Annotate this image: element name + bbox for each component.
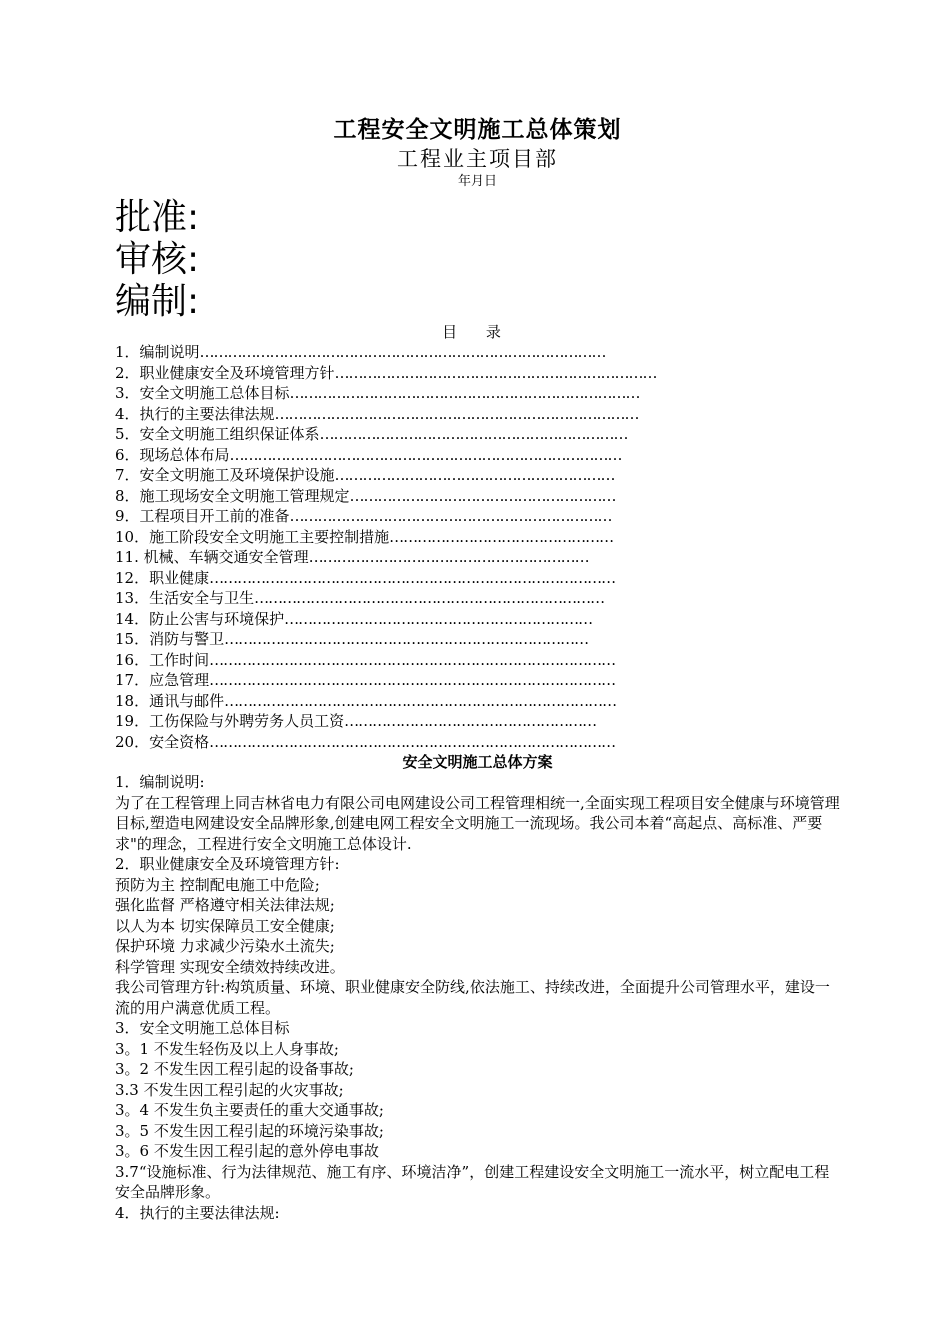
- toc-item[interactable]: [115, 424, 840, 445]
- toc-item-label: 10．施工阶段安全文明施工主要控制措施: [115, 527, 390, 546]
- toc-item[interactable]: [115, 670, 840, 691]
- plan-paragraph: 保护环境 力求减少污染水土流失;: [115, 937, 335, 955]
- toc-item-label: 6．现场总体布局: [115, 445, 230, 464]
- toc-item-leader-dots: …………………………………………………………………………: [229, 445, 622, 464]
- toc-item[interactable]: [115, 404, 840, 425]
- toc-item[interactable]: [115, 342, 840, 363]
- plan-title: 安全文明施工总体方案: [402, 753, 553, 771]
- toc-item[interactable]: [115, 486, 840, 507]
- toc-item-leader-dots: ……………………………………………………………: [289, 507, 612, 525]
- toc-item[interactable]: [115, 445, 840, 466]
- plan-paragraph: 为了在工程管理上同吉林省电力有限公司电网建设公司工程管理相统一,全面实现工程项目安全健康与环境管理目标,塑造电网建设安全品牌形象,创建电网工程安全文明施工一流现场。我公司本着“高起点、高标准、严要求"的理念，工程进行安全文明施工总体设计.: [115, 793, 840, 853]
- toc-item-label: 14．防止公害与环境保护: [115, 609, 285, 628]
- toc-item-leader-dots: …………………………………………………………………………: [224, 691, 617, 710]
- toc-item[interactable]: [115, 711, 840, 732]
- toc-item[interactable]: [115, 383, 840, 404]
- toc-item-label: 20．安全资格: [115, 732, 210, 751]
- toc-item-label: 11. 机械、车辆交通安全管理: [115, 548, 309, 566]
- toc-item-leader-dots: …………………………………………………: [349, 486, 616, 505]
- toc-item-label: 7．安全文明施工及环境保护设施: [115, 466, 335, 484]
- toc-item-label: 19．工伤保险与外聘劳务人员工资: [115, 712, 345, 730]
- toc-item[interactable]: [115, 629, 840, 650]
- plan-paragraph: 3。6 不发生因工程引起的意外停电事故: [115, 1142, 379, 1160]
- toc-item-label: 4．执行的主要法律法规: [115, 404, 275, 423]
- toc-item-label: 18．通讯与邮件: [115, 691, 225, 710]
- approve-label: 批准:: [115, 197, 200, 238]
- toc-item-label: 2．职业健康安全及环境管理方针: [115, 363, 335, 382]
- toc-item[interactable]: [115, 691, 840, 712]
- table-of-contents: [115, 342, 840, 752]
- document-subtitle: 工程业主项目部: [397, 147, 558, 171]
- plan-paragraph: 3。2 不发生因工程引起的设备事故;: [115, 1060, 354, 1078]
- toc-item[interactable]: [115, 609, 840, 630]
- toc-item-label: 8．施工现场安全文明施工管理规定: [115, 486, 350, 505]
- plan-paragraph: 4．执行的主要法律法规:: [115, 1203, 280, 1222]
- toc-item[interactable]: [115, 506, 840, 527]
- plan-paragraph: 我公司管理方针:构筑质量、环境、职业健康安全防线,依法施工、持续改进，全面提升公司管理水平，建设一流的用户满意优质工程。: [115, 978, 830, 1017]
- toc-item[interactable]: [115, 527, 840, 548]
- toc-item-leader-dots: ……………………………………………………: [308, 548, 589, 566]
- plan-paragraph: 以人为本 切实保障员工安全健康;: [115, 916, 335, 935]
- plan-paragraph: 3．安全文明施工总体目标: [115, 1019, 290, 1037]
- toc-title: 目 录: [442, 323, 513, 341]
- toc-item-leader-dots: ……………………………………………………………………: [274, 404, 639, 423]
- document-title: 工程安全文明施工总体策划: [333, 116, 622, 143]
- toc-item-leader-dots: …………………………………………………………: [319, 425, 628, 443]
- toc-item-label: 5．安全文明施工组织保证体系: [115, 425, 320, 443]
- toc-item[interactable]: [115, 547, 840, 568]
- toc-item-label: 1．编制说明: [115, 343, 200, 361]
- plan-body: [115, 772, 840, 1223]
- toc-item-label: 17．应急管理: [115, 671, 210, 689]
- toc-item[interactable]: [115, 588, 840, 609]
- plan-paragraph: 3.3 不发生因工程引起的火灾事故;: [115, 1080, 344, 1099]
- toc-item-leader-dots: ……………………………………………………: [334, 466, 615, 484]
- plan-paragraph: 预防为主 控制配电施工中危险;: [115, 875, 320, 894]
- toc-item-leader-dots: …………………………………………: [389, 527, 614, 546]
- toc-item[interactable]: [115, 650, 840, 671]
- plan-paragraph: 3.7“设施标准、行为法律规范、施工有序、环境洁净”，创建工程建设安全文明施工一流水平，树立配电工程安全品牌形象。: [115, 1162, 830, 1201]
- toc-item-leader-dots: ……………………………………………………………………………: [209, 568, 616, 587]
- toc-item[interactable]: [115, 568, 840, 589]
- toc-item-leader-dots: ……………………………………………………………………………: [209, 671, 616, 689]
- toc-item-leader-dots: ………………………………………………: [344, 712, 597, 730]
- plan-paragraph: 科学管理 实现安全绩效持续改进。: [115, 957, 345, 976]
- toc-item-label: 3．安全文明施工总体目标: [115, 384, 290, 402]
- toc-item-leader-dots: ……………………………………………………………………………: [209, 650, 616, 669]
- toc-item-leader-dots: ……………………………………………………………………………: [209, 732, 616, 751]
- toc-item[interactable]: [115, 363, 840, 384]
- toc-item-leader-dots: ……………………………………………………………………: [224, 630, 589, 648]
- document-date: 年月日: [457, 174, 497, 189]
- toc-item[interactable]: [115, 465, 840, 486]
- toc-item-leader-dots: …………………………………………………………………: [254, 589, 605, 607]
- toc-item-leader-dots: …………………………………………………………………: [289, 384, 640, 402]
- plan-paragraph: 强化监督 严格遵守相关法律法规;: [115, 896, 335, 914]
- plan-paragraph: 3。1 不发生轻伤及以上人身事故;: [115, 1039, 339, 1058]
- toc-item-label: 13．生活安全与卫生: [115, 589, 255, 607]
- toc-item-label: 9．工程项目开工前的准备: [115, 507, 290, 525]
- review-label: 审核:: [115, 239, 200, 280]
- toc-item-label: 15．消防与警卫: [115, 630, 225, 648]
- toc-item-label: 16．工作时间: [115, 650, 210, 669]
- toc-item-label: 12．职业健康: [115, 568, 210, 587]
- toc-item-leader-dots: …………………………………………………………: [284, 609, 593, 628]
- plan-paragraph: 2．职业健康安全及环境管理方针:: [115, 855, 340, 873]
- toc-item-leader-dots: ……………………………………………………………………………: [199, 343, 606, 361]
- plan-paragraph: 3。5 不发生因工程引起的环境污染事故;: [115, 1121, 384, 1140]
- toc-item-leader-dots: ……………………………………………………………: [334, 363, 657, 382]
- prepare-label: 编制:: [115, 281, 200, 322]
- plan-paragraph: 3。4 不发生负主要责任的重大交通事故;: [115, 1101, 384, 1119]
- plan-section: [115, 752, 840, 1223]
- toc-item[interactable]: [115, 732, 840, 753]
- plan-paragraph: 1．编制说明:: [115, 773, 205, 791]
